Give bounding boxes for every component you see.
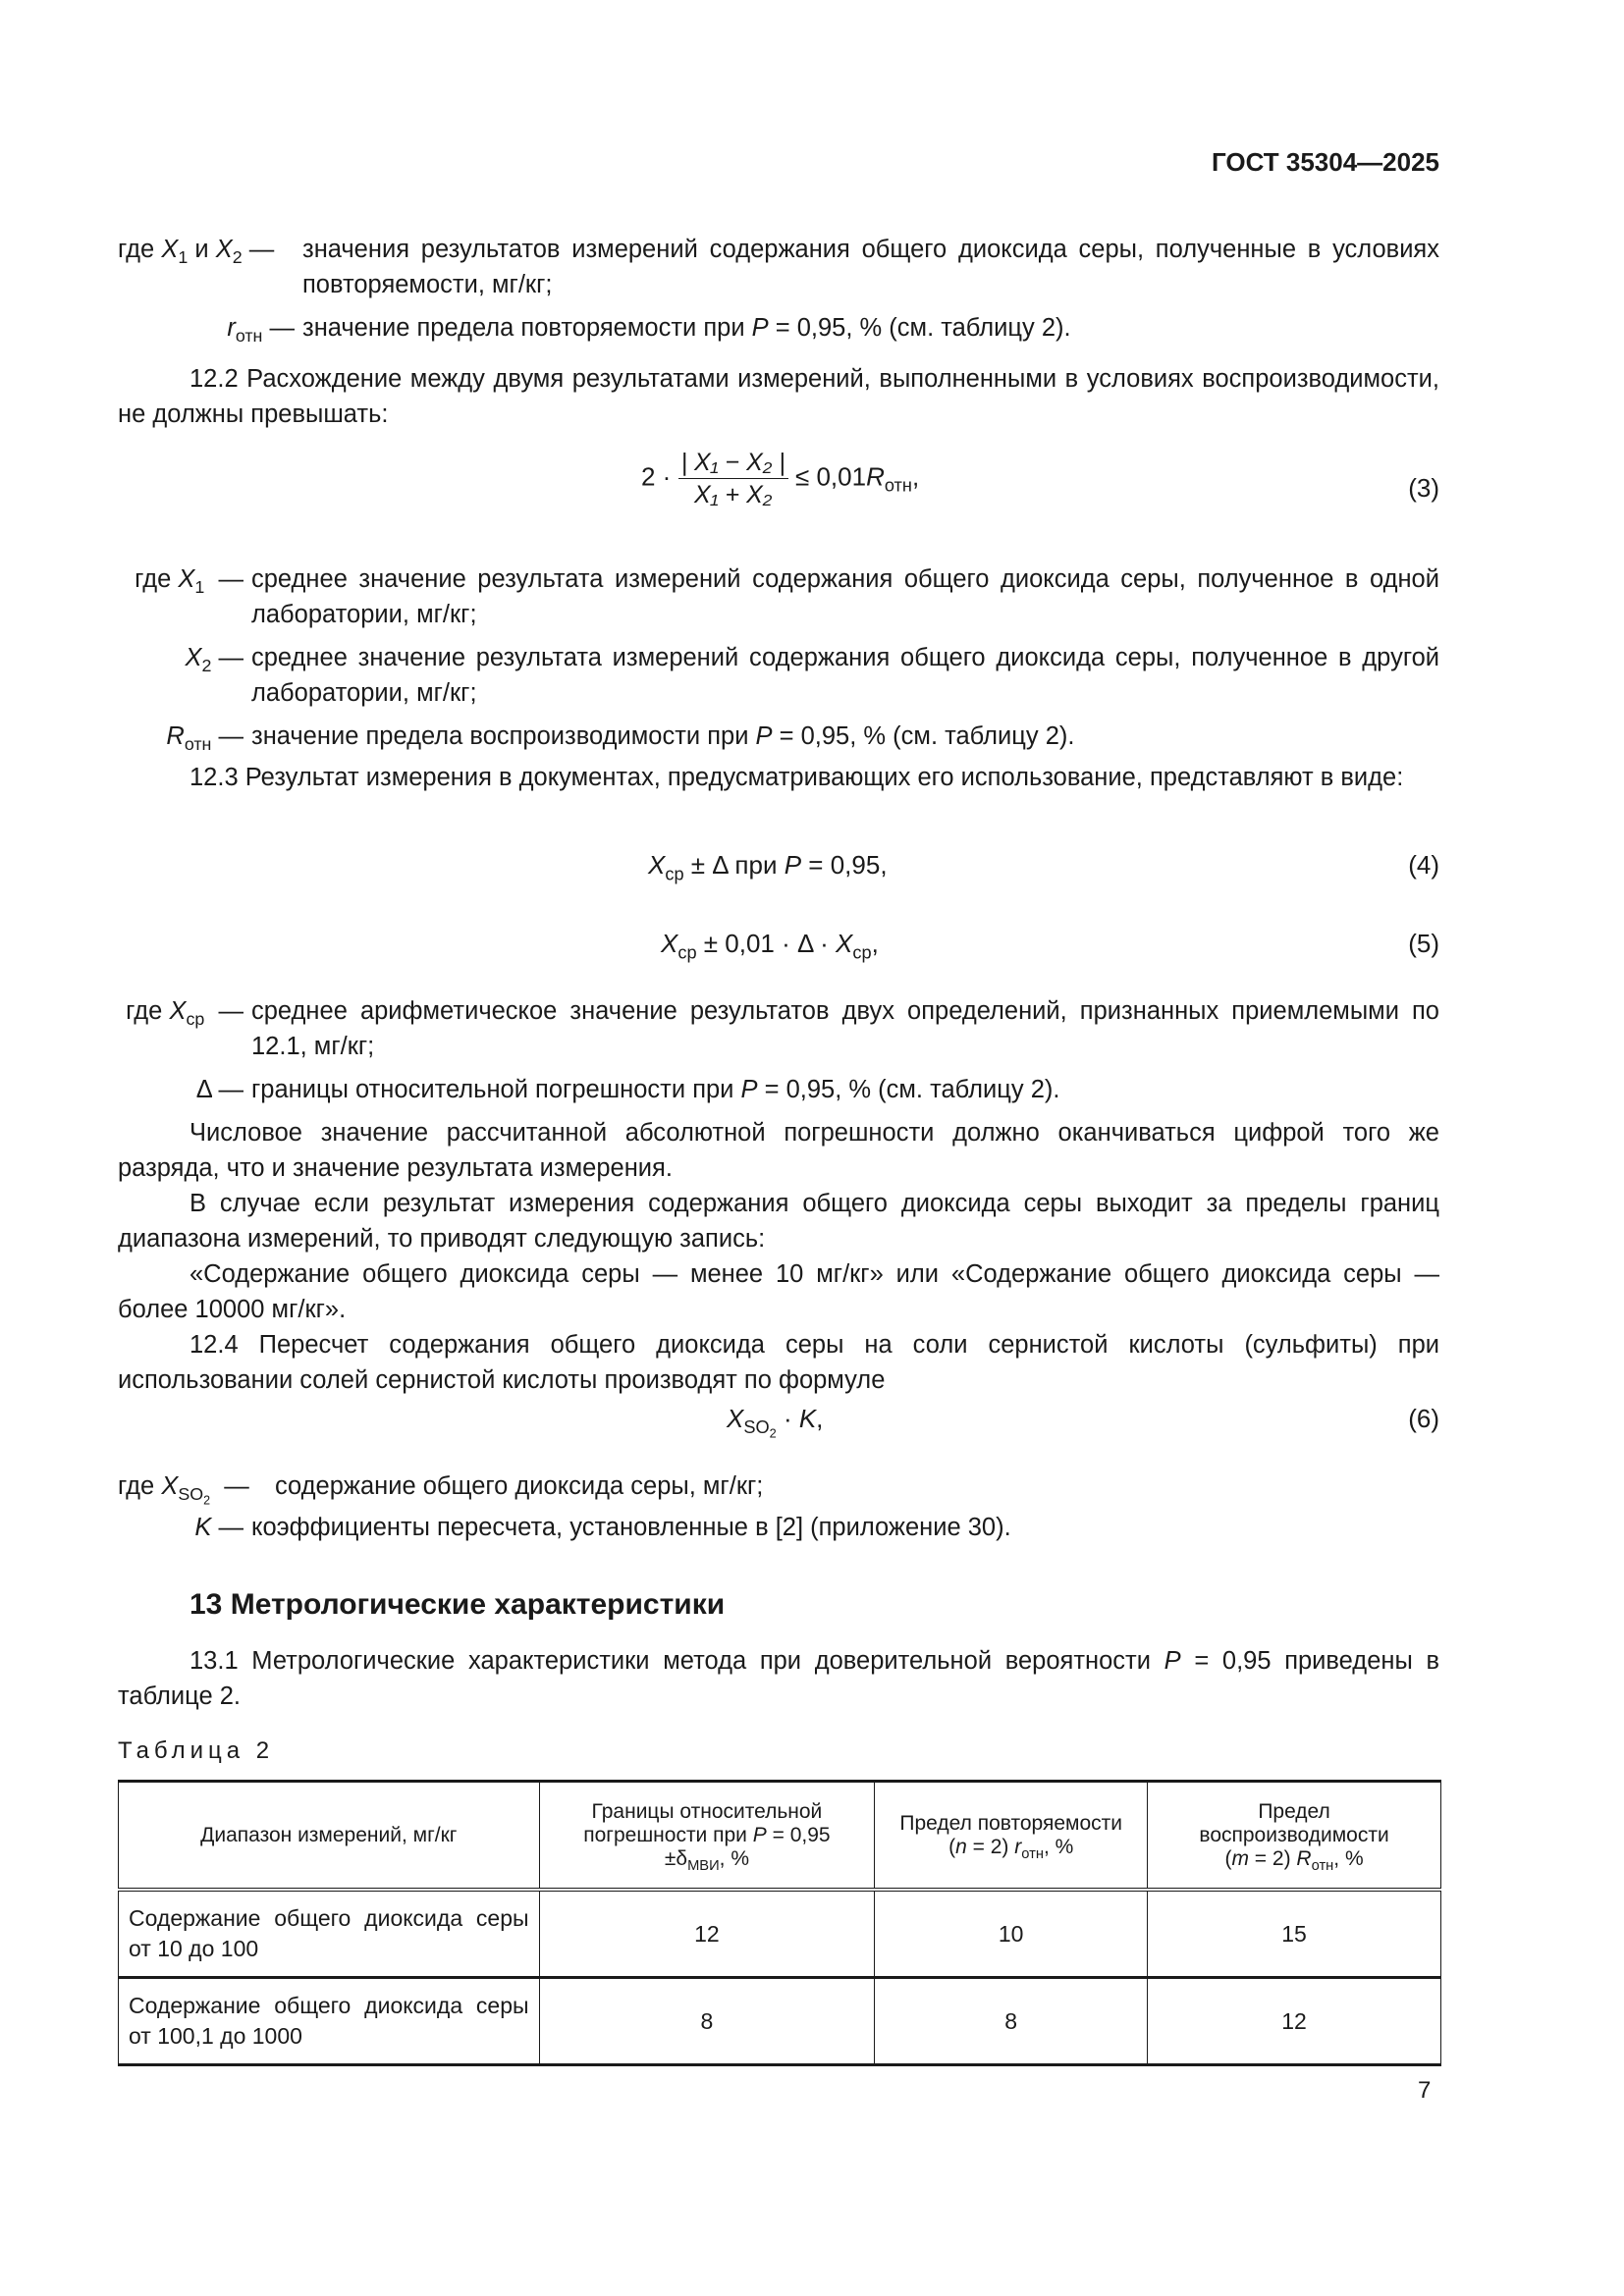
text: ( [948,1835,956,1858]
sub: 1 [178,247,189,268]
text: ± 0,01 · Δ · [696,929,837,958]
definition-term: где $X_{SO_2}$ — [118,1472,249,1508]
sub: МВИ [687,1857,720,1874]
var-x: X [648,850,666,880]
text: 13.1 Метрологические характеристики метода при доверительной вероятности [189,1647,1164,1675]
var-r: R [866,461,885,492]
definition-x2 [118,640,1439,711]
sub: отн [1311,1857,1334,1874]
table-caption: Таблица 2 [118,1737,275,1764]
definition-term: K — [194,1514,244,1541]
var-x: X [661,929,678,958]
definition-x1-x2 [118,232,1439,302]
term-prefix: где [135,565,179,593]
sub [178,1484,211,1508]
cell-range: Содержание общего диоксида серы от 100,1 до 1000 [119,1978,540,2065]
coefficient: 2 · [641,461,672,492]
var-r: R [1296,1846,1312,1870]
cell-repeatability: 8 [875,1978,1148,2065]
text: = 0,95, [801,850,888,880]
var-p: P [1164,1647,1181,1675]
text: = 0,95 [766,1823,831,1846]
definition-text: среднее значение результата измерений содержания общего диоксида серы, полученное в одной лаборатории, мг/кг; [251,565,1439,628]
definitions-block-2 [118,561,1439,754]
var-p: P [740,1076,758,1103]
paragraph-numeric-value: Числовое значение рассчитанной абсолютной погрешности должно оканчиваться цифрой того же разряда, что и значение результата измерения. [118,1119,1439,1182]
equation-number: (5) [1408,929,1439,958]
definition-text: среднее значение результата измерений содержания общего диоксида серы, полученное в другой лаборатории, мг/кг; [251,644,1439,707]
formula-6 [118,1404,1439,1443]
sub-so: SO [743,1417,770,1438]
definition-text [251,719,1439,754]
formula-3-expression [641,448,919,509]
numerator: | X₁ − X₂ | [678,448,788,479]
paragraph-out-of-range: В случае если результат измерения содержания общего диоксида серы выходит за пределы границ диапазона измерений, то приводят следующую запись: [118,1190,1439,1253]
definition-text: среднее арифметическое значение результатов двух определений, признанных приемлемыми по 12.1, мг/кг; [251,997,1439,1060]
text: = 2) [1248,1846,1297,1870]
text: ± Δ при [683,850,785,880]
text: , % [1043,1835,1074,1858]
definitions-block-4 [118,1468,1439,1545]
cell-reproducibility: 12 [1148,1978,1441,2065]
definition-term: $r_{отн}$ — [227,314,295,347]
definition-r-otn [118,719,1439,754]
text: погрешности при [583,1823,753,1846]
text: · [776,1404,799,1433]
definition-term: $X_2$ — [185,644,244,676]
definition-x-so2 [118,1468,1439,1508]
definition-x1 [118,561,1439,632]
definition-r-otn [118,310,1439,346]
table-row [119,1978,1441,2065]
formula-4 [118,850,1439,889]
var-k: K [798,1404,817,1433]
sub-so: SO [178,1484,204,1505]
cell-error-bounds: 12 [539,1890,875,1978]
var-r: r [1014,1835,1022,1858]
document-header: ГОСТ 35304—2025 [1212,147,1439,177]
text: значение предела воспроизводимости при [251,722,756,750]
sub: отн [884,475,912,496]
equation-number: (4) [1408,850,1439,880]
text: Предел повторяемости [899,1811,1122,1835]
definition-term: где $X_1$ и $X_2$ — [118,236,275,268]
table-row [119,1890,1441,1978]
definition-delta [118,1072,1439,1107]
definition-term: где $X_{ср}$ — [126,997,244,1030]
page-number: 7 [1418,2077,1432,2104]
body-paragraphs [118,1115,1439,1398]
definition-x-avg [118,993,1439,1064]
text: = 0,95, % (см. таблицу 2). [772,722,1075,750]
equation-number: (3) [1408,473,1439,503]
sub: 1 [194,577,205,598]
var-x: X [161,1472,179,1500]
definition-text [251,1072,1439,1107]
sub: ср [665,864,684,884]
paragraph-13-1 [118,1643,1439,1714]
text: = 0,95, % (см. таблицу 2). [757,1076,1060,1103]
formula-6-expression [727,1404,824,1441]
paragraph-12-3: 12.3 Результат измерения в документах, предусматривающих его использование, представляют в виде: [189,764,1404,791]
var-x: X [836,929,853,958]
table-header-row [119,1782,1441,1891]
denominator: X₁ + X₂ [694,481,773,508]
text: Предел [1258,1799,1330,1823]
header-repeatability [875,1782,1148,1891]
table-2 [118,1780,1441,2066]
var-r: r [227,314,236,342]
header-reproducibility [1148,1782,1441,1891]
term-and: и [188,236,216,263]
fraction [678,448,788,509]
sub: 2 [201,656,212,676]
paragraph-12-4: 12.4 Пересчет содержания общего диоксида серы на соли сернистой кислоты (сульфиты) при использовании солей сернистой кислоты производят по формуле [118,1331,1439,1394]
var-m: m [1231,1846,1249,1870]
definitions-block-1 [118,232,1439,346]
sub-2: 2 [769,1425,777,1441]
definition-k [118,1510,1439,1545]
definition-text: содержание общего диоксида серы, мг/кг; [275,1472,764,1500]
text: ±δ [664,1846,688,1870]
var-r: R [166,722,185,750]
equation-number: (6) [1408,1404,1439,1433]
var-p: P [752,1823,767,1846]
definition-text: коэффициенты пересчета, установленные в [2] (приложение 30). [251,1514,1011,1541]
paragraph-12-2: 12.2 Расхождение между двумя результатами измерений, выполненными в условиях воспроизводимости, не должны превышать: [118,365,1439,428]
var-k: K [194,1514,212,1541]
var-n: n [955,1835,967,1858]
formula-3 [118,448,1439,526]
var-p: P [784,850,802,880]
definition-term: Δ — [195,1076,244,1103]
definition-text [302,310,1439,346]
text: границы относительной погрешности при [251,1076,741,1103]
term-prefix: где [118,1472,162,1500]
sub: отн [1021,1845,1044,1862]
var-p: P [755,722,773,750]
sub: 2 [232,247,243,268]
text: ( [1224,1846,1232,1870]
header-range: Диапазон измерений, мг/кг [119,1782,540,1891]
var-x2: X [215,236,233,263]
formula-5-expression [661,929,879,963]
text: = 0,95 приведены в таблице 2. [118,1647,1439,1710]
text: значение предела повторяемости при [302,314,752,342]
term-prefix: где [126,997,170,1025]
text: , [816,1404,824,1433]
definition-term: $R_{отн}$ — [166,722,244,755]
text: , % [1333,1846,1364,1870]
symbol-delta: Δ [195,1076,212,1103]
var-x1: X [161,236,179,263]
cell-error-bounds: 8 [539,1978,875,2065]
var-x: X [727,1404,744,1433]
sub: отн [235,326,263,347]
definition-term: где $X_1$ — [135,565,244,598]
var-x: X [169,997,187,1025]
paragraph-record: «Содержание общего диоксида серы — менее 10 мг/кг» или «Содержание общего диоксида серы — более 10000 мг/кг». [118,1260,1439,1323]
rhs: ≤ 0,01 [794,461,867,492]
sub [743,1417,777,1441]
cell-repeatability: 10 [875,1890,1148,1978]
section-title-13: 13 Метрологические характеристики [189,1588,726,1621]
definition-text: значения результатов измерений содержания общего диоксида серы, полученные в условиях повторяемости, мг/кг; [302,236,1439,298]
text: = 0,95, % (см. таблицу 2). [768,314,1071,342]
cell-range: Содержание общего диоксида серы от 10 до 100 [119,1890,540,1978]
sub: ср [852,942,872,963]
formula-5 [118,929,1439,968]
var-p: P [751,314,769,342]
sub-2: 2 [203,1493,211,1508]
var-x: X [185,644,202,671]
header-error-bounds [539,1782,875,1891]
term-prefix: где [118,236,162,263]
punct: , [911,461,920,492]
text: , [871,929,879,958]
formula-4-expression [648,850,888,884]
text: , % [719,1846,749,1870]
sub: ср [677,942,697,963]
text: воспроизводимости [1199,1823,1389,1846]
text: Границы относительной [591,1799,823,1823]
sub: отн [184,734,212,755]
sub: ср [186,1009,205,1030]
text: = 2) [966,1835,1015,1858]
definitions-block-3 [118,993,1439,1107]
var-x: X [178,565,195,593]
cell-reproducibility: 15 [1148,1890,1441,1978]
